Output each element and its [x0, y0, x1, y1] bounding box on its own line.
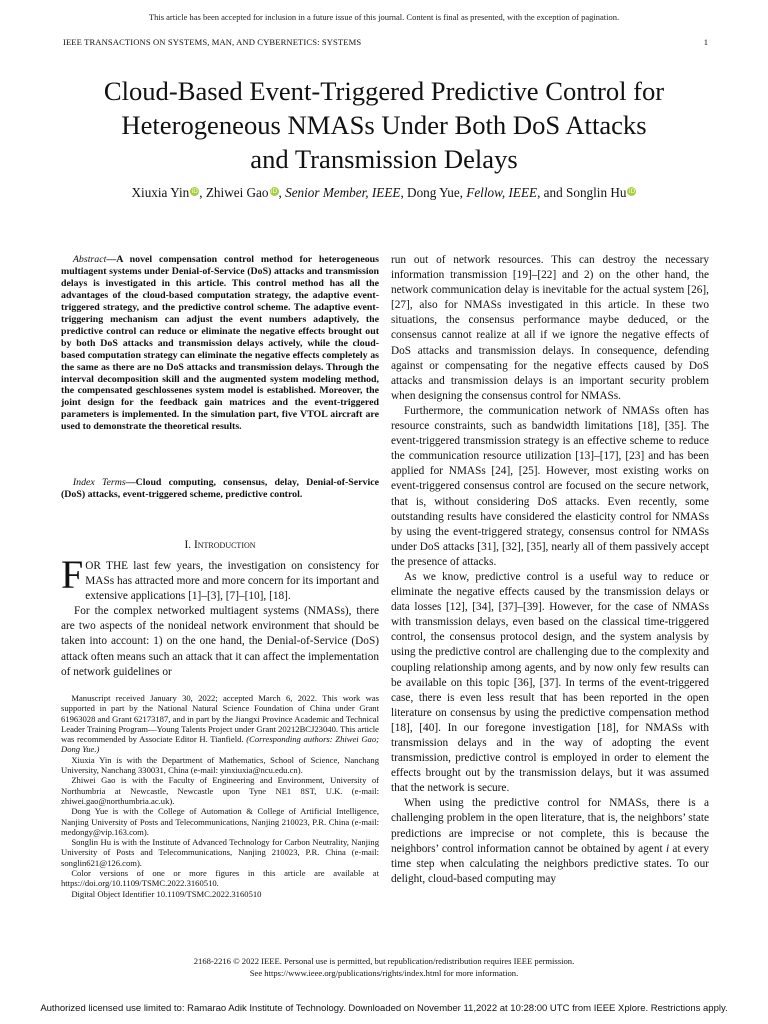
paragraph: OR THE last few years, the investigation on consistency for MASs has attracted more and more concern for its important and extensive applications [1]–[3], [7]–[10], [18]. — [85, 560, 379, 603]
title-line: Heterogeneous NMASs Under Both DoS Attacks — [121, 110, 647, 140]
index-terms — [61, 477, 379, 501]
author-name: Xiuxia Yin — [131, 185, 190, 200]
author-membership: Fellow, IEEE — [466, 185, 538, 200]
copyright-notice — [0, 956, 768, 979]
intro-right-column — [391, 253, 709, 887]
footnote-text: Manuscript received January 30, 2022; accepted March 6, 2022. This work was supported in part by the National Natural Science Foundation of China under Grant 61963028 and Grant 62173187, and in part by the Jiangxi Province Academic and Technical Leader Training Program—Young Talents Project under Grant 20212BCJ23040. This article was recommended by Associate Editor H. Tianfield. — [61, 693, 379, 745]
abstract-text: —A novel compensation control method for heterogeneous multiagent systems under Denial-of-Service (DoS) attacks and transmission delays is investigated in this article. This control method has all the advantages of the cloud-based computation strategy, the adaptive event-triggered strategy, and the predictive control scheme. The adaptive event-triggering mechanism can adjust the event numbers adaptively, the predictive control can reduce or eliminate the negative effects brought out by both DoS attacks and transmission delays actively, while the cloud-based computation strategy can eliminate the negative effects completely as the same as there are no DoS attacks and transmission delays. Through the interval decomposition skill and the augmented system modeling method, the compensated geschlossenes system model is established. Moreover, the joint design for the feedback gain matrices and the event-triggered parameters is implemented. In the simulation part, five VTOL aircraft are used to demonstrate the theoretical results. — [61, 254, 379, 433]
running-head: IEEE TRANSACTIONS ON SYSTEMS, MAN, AND CYBERNETICS: SYSTEMS — [63, 37, 362, 47]
orcid-icon[interactable]: iD — [628, 188, 636, 195]
abstract — [61, 254, 379, 433]
footnote-text: Xiuxia Yin is with the Department of Mathematics, School of Science, Nanchang University, Nanchang 330031, China (e-mail: yinxiuxia@ncu.edu.cn). — [61, 754, 379, 776]
title-line: and Transmission Delays — [250, 144, 518, 174]
section-heading — [61, 539, 379, 551]
acceptance-notice: This article has been accepted for inclusion in a future issue of this journal. Content is final as presented, with the exception of pagination. — [148, 12, 620, 22]
section-number: I. — [184, 539, 192, 551]
orcid-icon[interactable]: iD — [270, 188, 278, 195]
paragraph: For the complex networked multiagent systems (NMASs), there are two aspects of the nonideal network environment that should be taken into account: 1) on the one hand, the Denial-of-Service (DoS) attack often means such an attack that it can affect the implementation of network guidelines or — [61, 605, 379, 678]
section-title: Introduction — [193, 539, 256, 551]
footnote-text: Digital Object Identifier 10.1109/TSMC.2022.3160510 — [71, 888, 262, 899]
paragraph: Furthermore, the communication network of NMASs often has resource constraints, such as bandwidth limitations [18], [35]. The event-triggered transmission strategy is an effective scheme to reduce the communication resource utilization [13]–[17], [23] and has been applied for NMASs [24], [25]. However, most existing works on event-triggered consensus control are focused on the secure network, that is, without considering DoS attacks. Even recently, some outstanding results have considered the elasticity control for NMASs by using the event-triggered strategy, consensus control for NMASs under DoS attacks [31], [32], [35], nearly all of them passively accept the presence of attacks. — [391, 404, 709, 568]
footnote-text: Dong Yue is with the College of Automation & College of Artificial Intelligence, Nanjing University of Posts and Telecommunications, Nanjing 210023, P.R. China (e-mail: medongy@vip.163.com). — [61, 806, 379, 837]
author-name: Zhiwei Gao — [205, 185, 269, 200]
paragraph: As we know, predictive control is a useful way to reduce or eliminate the negative effects caused by the transmission delays or data losses [12], [34], [37]–[39]. However, for the case of NMASs with transmission delays, even based on the classical time-triggered control, the consensus protocol design, and the system analysis by using the predictive control are challenging due to the complexity and coupling relationship among agents, and by now only few results can be available on this topic [36], [37]. In terms of the event-triggered case, there is even less result that has been reported in the open literature on consensus by using the predictive compensation method [18], [40]. In our foregone investigation [18], for NMASs with transmission delays and in the way of adopting the event transmission, predictive control is employed in order to element the effects brought out by the transmission delays, but it was assumed that the network is secure. — [391, 570, 709, 795]
index-terms-label: Index Terms — [72, 477, 126, 488]
author-membership: Senior Member, IEEE — [285, 185, 401, 200]
abstract-label: Abstract — [72, 254, 107, 265]
index-terms-text: —Cloud computing, consensus, delay, Denial-of-Service (DoS) attacks, event-triggered scheme, predictive control. — [61, 477, 380, 500]
intro-left-column — [61, 552, 379, 680]
drop-cap: F — [61, 552, 84, 597]
page-number: 1 — [703, 37, 708, 47]
paragraph — [391, 796, 709, 887]
paragraph: run out of network resources. This can destroy the necessary information transmission [19]–[22] and 2) on the other hand, the network communication delay is inevitable for the actual system [26], [27], also for NMASs investigated in this article. In these two situations, the consensus performance maybe deduced, or the consensus cannot realize at all if we ignore the negative effects of DoS attacks and transmission delays. In consequence, defending against or compensating for the negative effects caused by DoS attacks and transmission delays is an important security problem when designing the consensus control for NMASs. — [391, 254, 709, 402]
orcid-icon[interactable]: iD — [191, 188, 198, 195]
footnote-text: Zhiwei Gao is with the Faculty of Engineering and Environment, University of Northumbria at Newcastle, Newcastle upon Tyne NE1 8ST, U.K. (e-mail: zhiwei.gao@northumbria.ac.uk). — [61, 775, 379, 806]
paper-title — [40, 74, 728, 176]
footnote-text: Color versions of one or more figures in this article are available at https://doi.org/10.1109/TSMC.2022.3160510. — [61, 868, 379, 889]
rights-link[interactable]: See https://www.ieee.org/publications/rights/index.html for more information. — [249, 967, 519, 978]
title-line: Cloud-Based Event-Triggered Predictive Control for — [103, 76, 665, 106]
math-variable: i — [665, 842, 670, 855]
copyright-line: 2168-2216 © 2022 IEEE. Personal use is permitted, but republication/redistribution requires IEEE permission. — [193, 956, 575, 966]
paragraph-text: at every time step when calculating the neighbors predictive states. To our delight, cloud-based computing may — [391, 842, 710, 885]
paragraph-text: When using the predictive control for NMASs, there is a challenging problem in the open literature, that is, the neighbors’ state predictions are imprecise or not complete, this is because the neighbors’ control information cannot be obtained by agent — [391, 797, 709, 855]
corresponding-authors: (Corresponding authors: Zhiwei Gao; Dong Yue.) — [61, 734, 380, 755]
author-name: Dong Yue — [407, 185, 460, 200]
footnotes — [61, 693, 379, 899]
author-list: Xiuxia Yin iD, Zhiwei Gao iD, Senior Member, IEEE, Dong Yue, Fellow, IEEE, and Songlin Hu iD — [131, 185, 636, 200]
footnote-text: Songlin Hu is with the Institute of Advanced Technology for Carbon Neutrality, Nanjing University of Posts and Telecommunications, Nanjing 210023, P.R. China (e-mail: songlin621@126.com). — [61, 837, 379, 868]
license-notice: Authorized licensed use limited to: Ramarao Adik Institute of Technology. Downloaded on November 11,2022 at 10:28:00 UTC from IEEE Xplore. Restrictions apply. — [40, 1003, 728, 1014]
author-name: Songlin Hu — [566, 185, 627, 200]
